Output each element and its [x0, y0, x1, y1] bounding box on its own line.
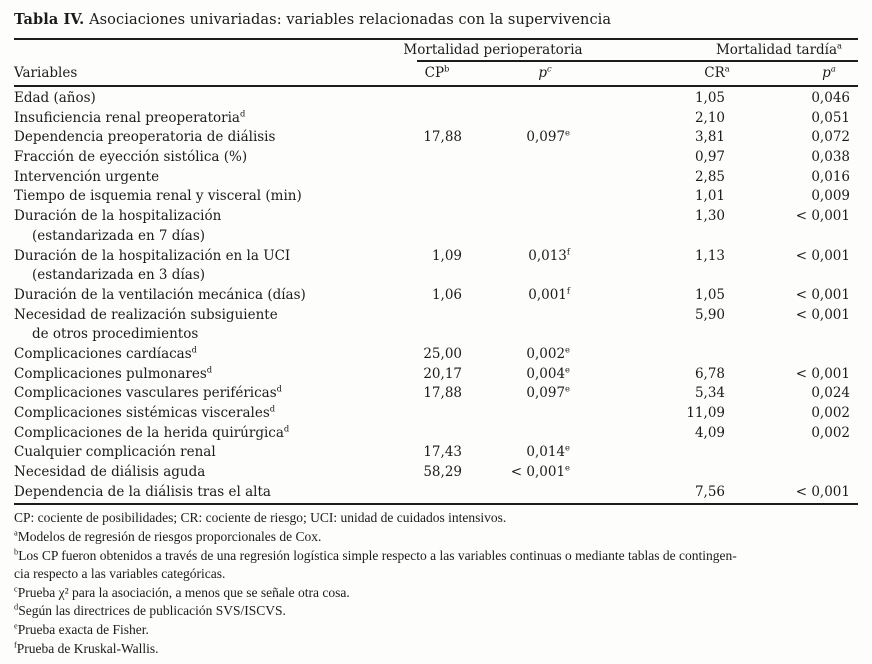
cr-value: 1,13: [694, 247, 725, 264]
cr-value: [578, 266, 733, 286]
variable-cell: Complicaciones pulmonares$^d$: [14, 364, 213, 382]
variable-cell: (estandarizada en 7 días): [32, 227, 206, 244]
cp-value: 20,17: [423, 365, 462, 382]
p-perioperative-value: [470, 168, 578, 188]
cr-value: 7,56: [694, 483, 725, 500]
cr-value: 1,30: [694, 208, 725, 225]
cp-value: [414, 424, 470, 444]
table-row: [14, 148, 858, 168]
table-row: [14, 266, 858, 286]
variable-cell: de otros procedimientos: [32, 326, 199, 343]
p-perioperative-value: 0,014e: [526, 442, 570, 461]
table-row: [14, 325, 858, 345]
p-late-value: 0,051: [811, 109, 850, 126]
group-header-underline: [417, 60, 858, 62]
cp-value: 1,06: [431, 286, 462, 303]
cp-value: [414, 168, 470, 188]
cp-value: [414, 227, 470, 247]
table-row: [14, 443, 858, 463]
table-row: [14, 128, 858, 148]
p-perioperative-value: 0,002e: [526, 344, 570, 362]
footnote-marker: e: [14, 621, 18, 631]
table-header: [14, 38, 858, 87]
footnotes: [14, 505, 858, 658]
cp-column-header: $CP^b$: [424, 63, 450, 81]
table-row: [14, 483, 858, 503]
table-row: [14, 247, 858, 267]
variable-cell: Tiempo de isquemia renal y visceral (min): [14, 188, 302, 205]
footnote-line: CP: cociente de posibilidades; CR: cociente de riesgo; UCI: unidad de cuidados intensivos.: [14, 510, 507, 526]
footnote-line: $^c$Prueba χ² para la asociación, a menos que se señale otra cosa.: [14, 584, 350, 600]
cr-value: 3,81: [694, 129, 725, 146]
footnote-line: $^d$Según las directrices de publicación SVS/ISCVS.: [14, 602, 286, 619]
variable-cell: Cualquier complicación renal: [14, 444, 216, 461]
variable-cell: Dependencia preoperatoria de diálisis: [14, 129, 276, 146]
table-row: [14, 207, 858, 227]
cr-column-header: $CR^a$: [704, 63, 730, 81]
cr-value: 1,05: [694, 90, 725, 106]
table-row: [14, 227, 858, 247]
p-late-value: [733, 266, 858, 286]
table-row: [14, 306, 858, 326]
p-late-value: < 0,001: [795, 208, 850, 225]
footnote-marker: c: [14, 584, 18, 594]
footnote-marker: d: [14, 602, 19, 612]
cp-value: [414, 483, 470, 503]
cp-value: [414, 89, 470, 109]
p-late-value: [733, 463, 858, 483]
variable-cell: Complicaciones sistémicas viscerales$^d$: [14, 403, 276, 421]
cp-value: [414, 207, 470, 227]
cp-value: [414, 306, 470, 326]
cr-value: 11,09: [686, 405, 725, 421]
p-perioperative-value: 0,097e: [526, 127, 570, 146]
p-perioperative-value: [470, 187, 578, 207]
table-row: [14, 365, 858, 385]
footnote-marker: a: [14, 528, 18, 538]
p-late-value: [733, 443, 858, 463]
p-perioperative-value: [470, 306, 578, 326]
cr-value: 2,10: [694, 109, 725, 126]
table-row: [14, 286, 858, 306]
p-perioperative-value: [470, 227, 578, 247]
variable-cell: Intervención urgente: [14, 168, 160, 185]
cp-value: [414, 109, 470, 129]
variable-cell: Insuficiencia renal preoperatoria$^d$: [14, 108, 246, 126]
cr-value: 2,85: [694, 168, 725, 185]
variable-cell: Edad (años): [14, 90, 96, 106]
variable-cell: Duración de la hospitalización en la UCI: [14, 247, 291, 264]
variable-cell: Fracción de eyección sistólica (%): [14, 149, 248, 166]
variable-cell: Necesidad de realización subsiguiente: [14, 306, 278, 323]
p-perioperative-value: 0,013$^f$: [528, 246, 570, 264]
cp-value: 17,43: [423, 444, 462, 461]
p-perioperative-column-header: $p^c$: [538, 63, 552, 81]
late-mortality-group-header: [716, 42, 842, 58]
cr-value: 0,97: [694, 149, 725, 166]
table-row: [14, 187, 858, 207]
cr-value: 1,05: [694, 286, 725, 303]
table-number-label: Tabla IV.: [14, 11, 85, 28]
cr-value: 1,01: [694, 188, 725, 205]
cr-value: 5,90: [694, 306, 725, 323]
p-late-value: 0,016: [811, 168, 850, 185]
perioperative-mortality-label: Mortalidad perioperatoria: [403, 42, 583, 58]
cp-value: 17,88: [423, 129, 462, 146]
table-row: [14, 168, 858, 188]
table-row: [14, 404, 858, 424]
variable-cell: Complicaciones vasculares periféricas$^d$: [14, 383, 282, 402]
cp-value: 58,29: [423, 464, 462, 481]
p-late-value: [733, 345, 858, 365]
p-late-column-header: $p^a$: [822, 63, 836, 81]
p-perioperative-value: [470, 89, 578, 109]
p-perioperative-value: [470, 483, 578, 503]
table-row: [14, 384, 858, 404]
table-row: [14, 463, 858, 483]
p-late-value: < 0,001: [795, 365, 850, 382]
p-late-value: 0,024: [811, 385, 850, 402]
cp-value: [414, 266, 470, 286]
cr-value: [578, 325, 733, 345]
cr-value: [578, 443, 733, 463]
variable-cell: Duración de la hospitalización: [14, 208, 222, 225]
late-mortality-label: Mortalidad tardía: [715, 42, 838, 58]
perioperative-mortality-group-header: [403, 42, 582, 58]
p-perioperative-value: [470, 109, 578, 129]
table-title-text: Asociaciones univariadas: variables relacionadas con la supervivencia: [89, 12, 612, 28]
footnote-marker: b: [14, 547, 19, 557]
table-container: [14, 0, 858, 658]
cp-value: [414, 325, 470, 345]
cp-value: 25,00: [423, 345, 462, 362]
footnote-line: $^f$Prueba de Kruskal-Wallis.: [14, 640, 159, 656]
cp-value: [414, 404, 470, 424]
p-late-value: < 0,001: [795, 247, 850, 264]
variable-cell: Necesidad de diálisis aguda: [14, 464, 206, 481]
footnote-line: $^e$Prueba exacta de Fisher.: [14, 621, 149, 637]
table-row: [14, 109, 858, 129]
p-perioperative-value: [470, 266, 578, 286]
footnote-line: $^a$Modelos de regresión de riesgos proporcionales de Cox.: [14, 528, 322, 545]
p-late-value: < 0,001: [795, 483, 850, 500]
cp-value: [414, 148, 470, 168]
variable-cell: Duración de la ventilación mecánica (días): [14, 286, 306, 303]
variable-cell: Dependencia de la diálisis tras el alta: [14, 483, 271, 500]
variable-cell: (estandarizada en 3 días): [32, 267, 206, 284]
p-perioperative-value: < 0,001$^e$: [510, 462, 570, 481]
table-title: [14, 0, 858, 38]
variables-column-header: Variables: [14, 65, 78, 81]
p-late-value: [733, 227, 858, 247]
table-row: [14, 424, 858, 444]
cr-value: [578, 345, 733, 365]
cr-value: 6,78: [694, 365, 725, 382]
cp-value: 17,88: [423, 385, 462, 402]
p-perioperative-value: [470, 404, 578, 424]
late-mortality-sup: a: [837, 40, 843, 51]
p-perioperative-value: [470, 424, 578, 444]
variable-cell: Complicaciones de la herida quirúrgica$^d$: [14, 423, 290, 441]
cp-value: 1,09: [431, 247, 462, 264]
p-late-value: < 0,001: [795, 306, 850, 323]
cr-value: [578, 463, 733, 483]
p-late-value: 0,002: [811, 424, 850, 441]
cr-value: 4,09: [694, 424, 725, 441]
cp-value: [414, 187, 470, 207]
cr-value: 5,34: [694, 385, 725, 402]
footnote-line: $^b$Los CP fueron obtenidos a través de una regresión logística simple respecto a las variables continuas o mediante tablas de contingen-: [14, 547, 737, 563]
table-body: [14, 87, 858, 502]
p-late-value: [733, 325, 858, 345]
variable-cell: Complicaciones cardíacas$^d$: [14, 344, 198, 362]
p-perioperative-value: [470, 207, 578, 227]
p-late-value: 0,002: [811, 405, 850, 421]
p-perioperative-value: 0,004e: [526, 364, 570, 382]
p-late-value: 0,046: [811, 90, 850, 106]
footnote-marker: f: [14, 640, 17, 650]
table-row: [14, 89, 858, 109]
p-late-value: 0,038: [811, 149, 850, 166]
p-late-value: < 0,001: [795, 286, 850, 303]
p-perioperative-value: 0,097e: [526, 383, 570, 402]
table-row: [14, 345, 858, 365]
footnote-line: cia respecto a las variables categóricas.: [14, 566, 226, 582]
p-late-value: 0,072: [811, 129, 850, 146]
p-perioperative-value: [470, 325, 578, 345]
p-perioperative-value: [470, 148, 578, 168]
cr-value: [578, 227, 733, 247]
p-perioperative-value: 0,001$^f$: [528, 285, 570, 303]
p-late-value: 0,009: [811, 188, 850, 205]
